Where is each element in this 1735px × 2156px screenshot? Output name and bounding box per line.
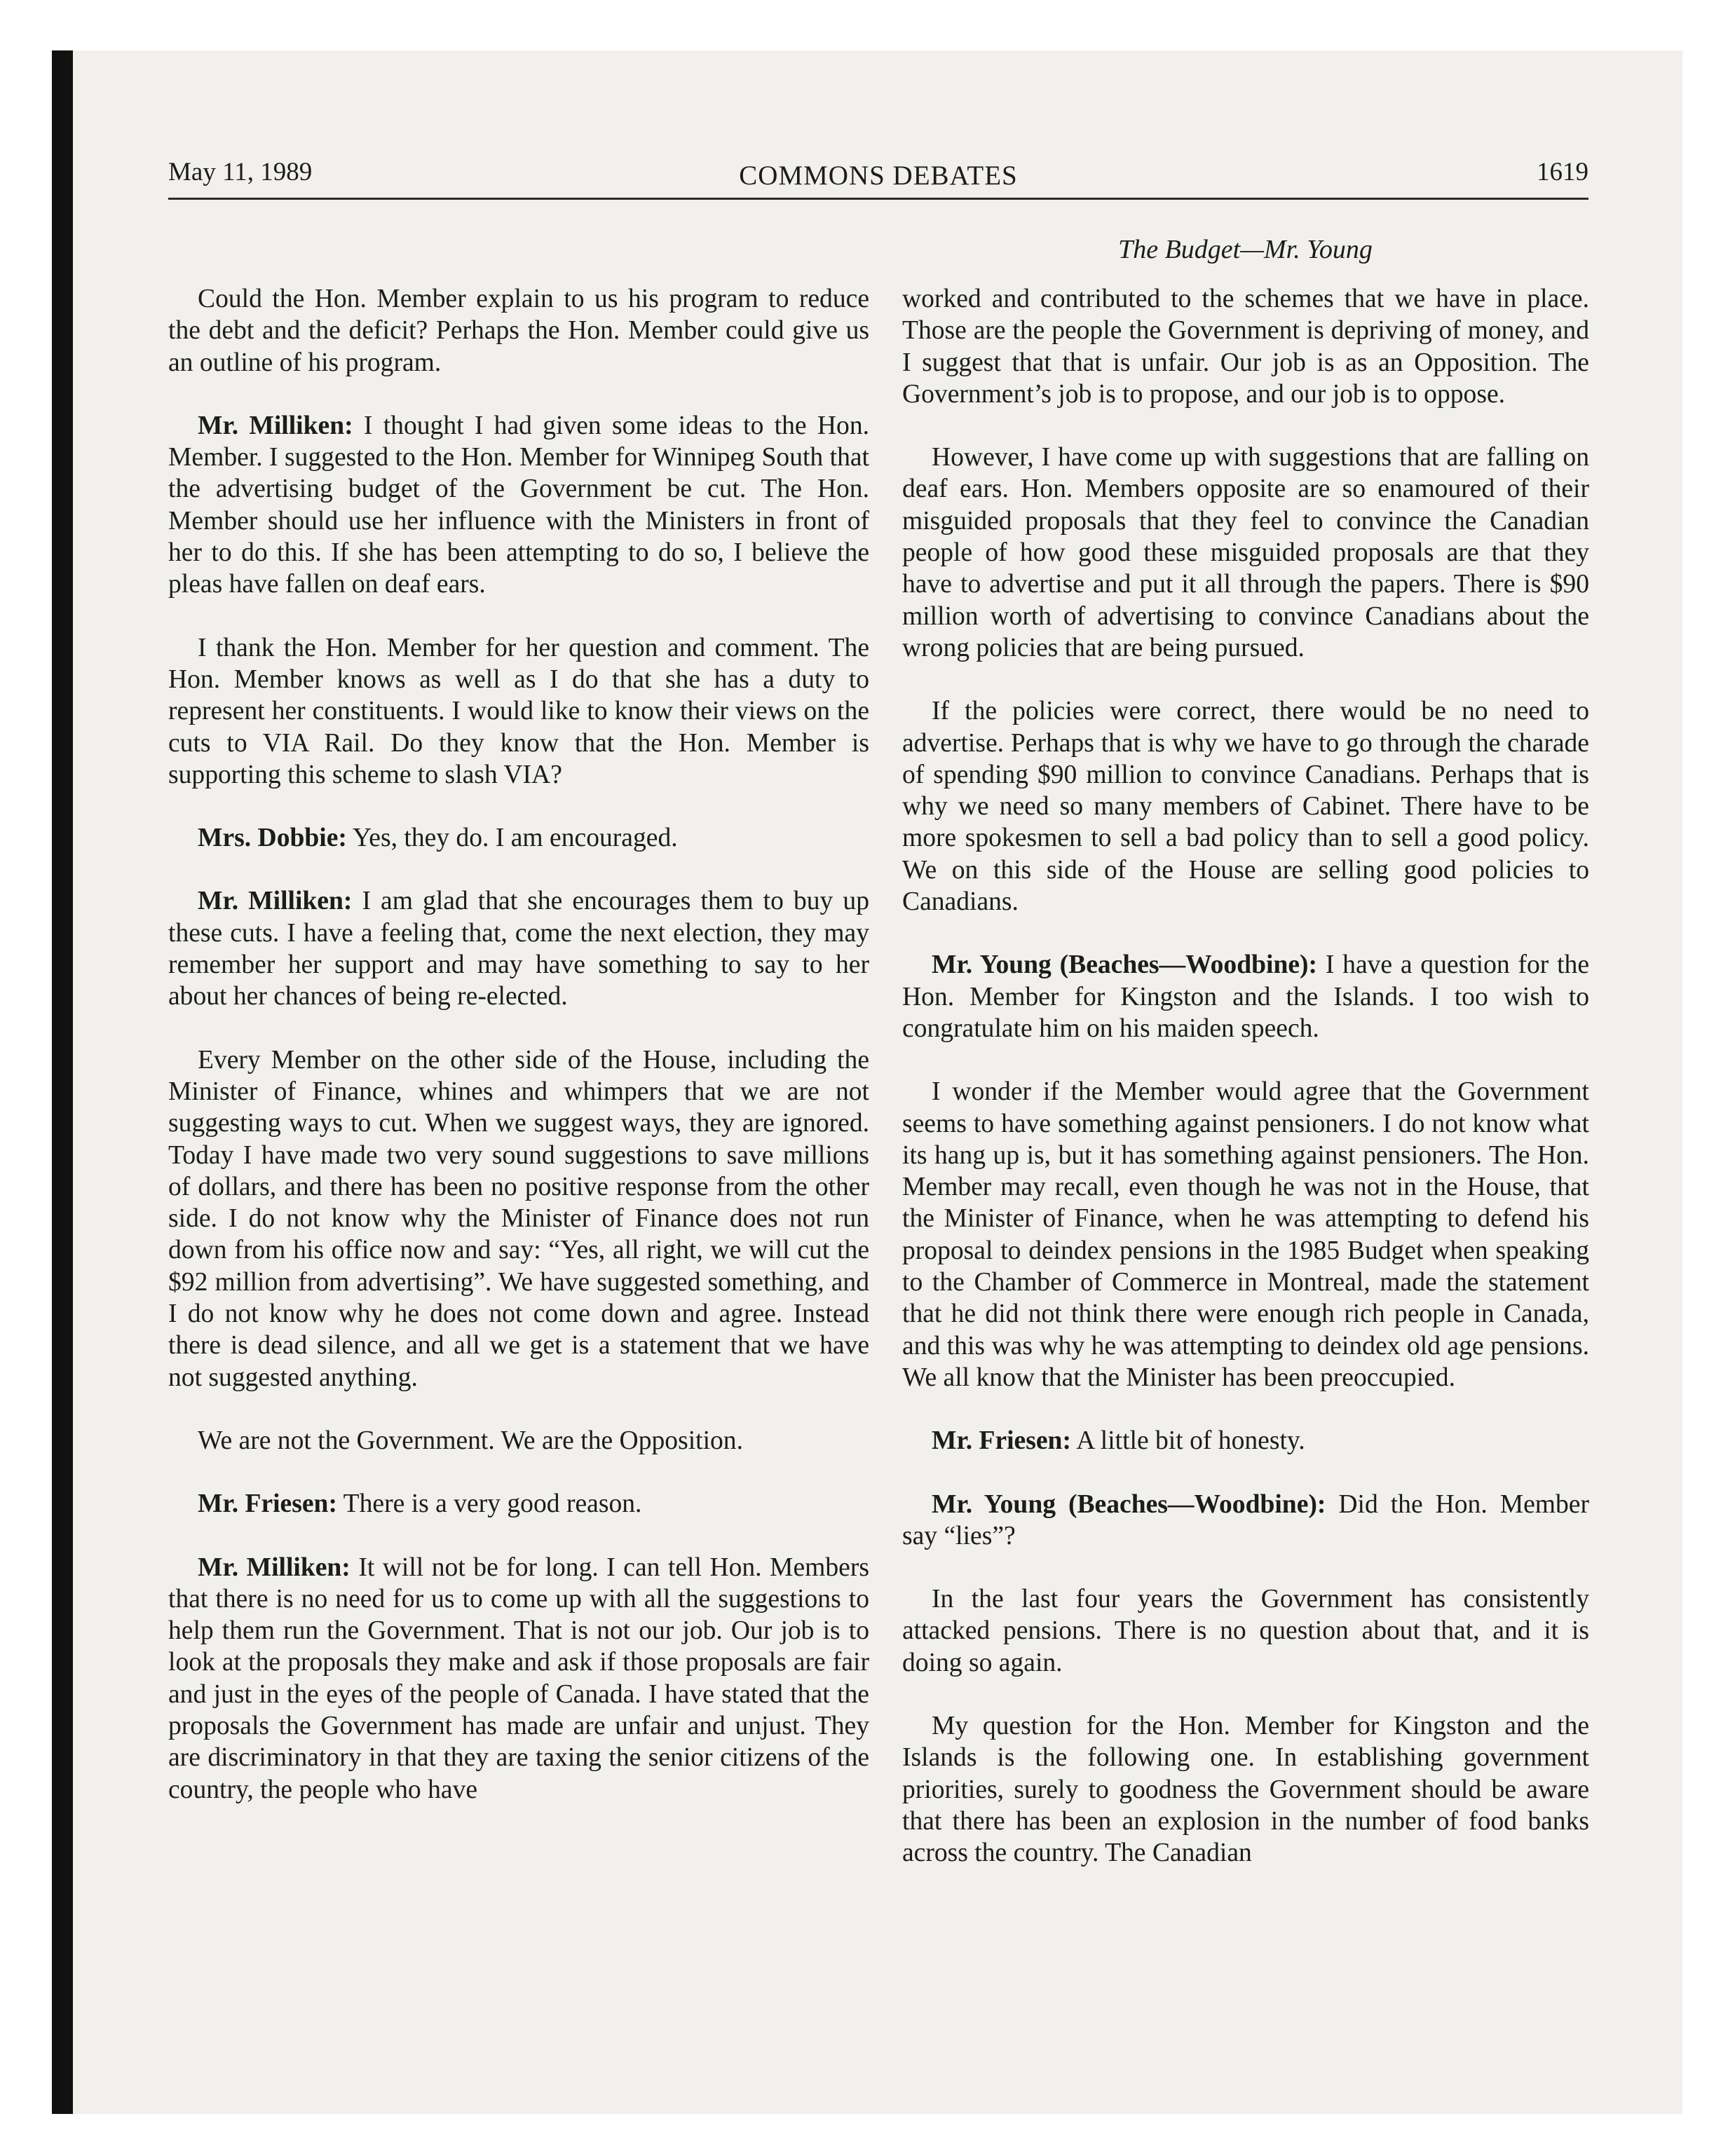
left-column: [168, 283, 869, 1837]
paragraph-text: It will not be for long. I can tell Hon. Members that there is no need for us to come up with all the suggestions to help them run the Government. That is not our job. Our job is to look at the proposals they make and ask if those proposals are fair and just in the eyes of the people of Canada. I have stated that the proposals the Government has made are unfair and unjust. They are discriminatory in that they are taxing the senior citizens of the country, the people who have: [168, 1553, 869, 1804]
paragraph: [168, 885, 869, 1012]
paragraph-text: Did the Hon. Member say “lies”?: [902, 1489, 1589, 1550]
paragraph: [902, 283, 1589, 410]
paragraph-text: Yes, they do. I am encouraged.: [346, 824, 678, 853]
page-header: [168, 153, 1588, 200]
paragraph-text: In the last four years the Government has consistently attacked pensions. There is no question about that, and it is doing so again.: [902, 1585, 1589, 1677]
speaker-name: Mr. Milliken:: [198, 411, 353, 440]
paragraph: [168, 410, 869, 601]
header-date: May 11, 1989: [168, 158, 313, 186]
paragraph-text: worked and contributed to the schemes that we have in place. Those are the people the Government is depriving of money, and I suggest that that is unfair. Our job is as an Opposition. The Government’s job is to propose, and our job is to oppose.: [902, 285, 1589, 409]
paragraph-text: My question for the Hon. Member for Kingston and the Islands is the following one. In establishing government priorities, surely to goodness the Government should be aware that there has been an explosion in the number of food banks across the country. The Canadian: [902, 1711, 1589, 1868]
paragraph-text: We are not the Government. We are the Opposition.: [198, 1426, 743, 1455]
paragraph: [902, 695, 1589, 917]
paragraph: [168, 632, 869, 791]
paragraph-text: I thank the Hon. Member for her question and comment. The Hon. Member knows as well as I do that she has a duty to represent her constituents. I would like to know their views on the cuts to VIA Rail. Do they know that the Hon. Member is supporting this scheme to slash VIA?: [168, 633, 869, 789]
paragraph-text: There is a very good reason.: [336, 1489, 642, 1519]
paragraph-text: I am glad that she encourages them to buy up these cuts. I have a feeling that, come the next election, they may remember her support and may have something to say to her about her chances of being re-elected.: [168, 887, 869, 1011]
paragraph: [902, 1710, 1589, 1869]
paragraph: [168, 822, 869, 854]
paragraph: [902, 1583, 1589, 1679]
paragraph-text: Every Member on the other side of the House, including the Minister of Finance, whines and whimpers that we are not suggesting ways to cut. When we suggest ways, they are ignored. Today I have made two very sound suggestions to save millions of dollars, and there has been no positive response from the other side. I do not know why the Minister of Finance does not run down from his office now and say: “Yes, all right, we will cut the $92 million from advertising”. We have suggested something, and I do not know why he does not come down and agree. Instead there is dead silence, and all we get is a statement that we have not suggested anything.: [168, 1045, 869, 1392]
paragraph: [168, 1488, 869, 1520]
header-page-number: 1619: [1537, 158, 1588, 186]
speaker-name: Mr. Friesen:: [932, 1426, 1071, 1456]
paragraph: [168, 1425, 869, 1456]
speaker-name: Mr. Young (Beaches—Woodbine):: [932, 1489, 1326, 1519]
paragraph: [902, 1425, 1589, 1456]
speaker-name: Mr. Young (Beaches—Woodbine):: [932, 950, 1318, 980]
paragraph: [902, 949, 1589, 1044]
scan-edge-bar: [52, 50, 73, 2114]
paragraph-text: I have a question for the Hon. Member for Kingston and the Islands. I too wish to congratulate him on his maiden speech.: [902, 950, 1590, 1043]
speaker-name: Mrs. Dobbie:: [198, 824, 347, 853]
speaker-name: Mr. Friesen:: [198, 1489, 337, 1519]
paragraph: [168, 1044, 869, 1393]
paragraph-text: I thought I had given some ideas to the Hon. Member. I suggested to the Hon. Member for Winnipeg South that the advertising budget of the Government be cut. The Hon. Member should use her influence with the Ministers in front of her to do this. If she has been attempting to do so, I believe the pleas have fallen on deaf ears.: [168, 411, 869, 599]
right-column: [902, 283, 1589, 1900]
paragraph-text: A little bit of honesty.: [1070, 1426, 1305, 1456]
running-head: The Budget—Mr. Young: [1118, 235, 1373, 264]
paragraph: [168, 1552, 869, 1806]
paragraph-text: Could the Hon. Member explain to us his program to reduce the debt and the deficit? Perhaps the Hon. Member could give us an outline of his program.: [168, 285, 869, 377]
paragraph: [902, 1076, 1589, 1393]
speaker-name: Mr. Milliken:: [198, 887, 353, 916]
header-title: COMMONS DEBATES: [739, 161, 1018, 191]
paragraph-text: However, I have come up with suggestions that are falling on deaf ears. Hon. Members opposite are so enamoured of their misguided proposals that they feel to convince the Canadian people of how good these misguided proposals are that they have to advertise and put it all through the papers. There is $90 million worth of advertising to convince Canadians about the wrong policies that are being pursued.: [902, 443, 1589, 662]
paragraph-text: I wonder if the Member would agree that the Government seems to have something against pensioners. I do not know what its hang up is, but it has something against pensioners. The Hon. Member may recall, even though he was not in the House, that the Minister of Finance, when he was attempting to defend his proposal to deindex pensions in the 1985 Budget when speaking to the Chamber of Commerce in Montreal, made the statement that he did not think there were enough rich people in Canada, and this was why he was attempting to deindex old age pensions. We all know that the Minister has been preoccupied.: [902, 1077, 1589, 1392]
paragraph: [902, 442, 1589, 664]
paragraph: [902, 1489, 1589, 1553]
paragraph: [168, 283, 869, 378]
paragraph-text: If the policies were correct, there would be no need to advertise. Perhaps that is why we have to go through the charade of spending $90 million to convince Canadians. Perhaps that is why we need so many members of Cabinet. There have to be more spokesmen to sell a bad policy than to sell a good policy. We on this side of the House are selling good policies to Canadians.: [902, 697, 1589, 917]
speaker-name: Mr. Milliken:: [198, 1553, 351, 1582]
